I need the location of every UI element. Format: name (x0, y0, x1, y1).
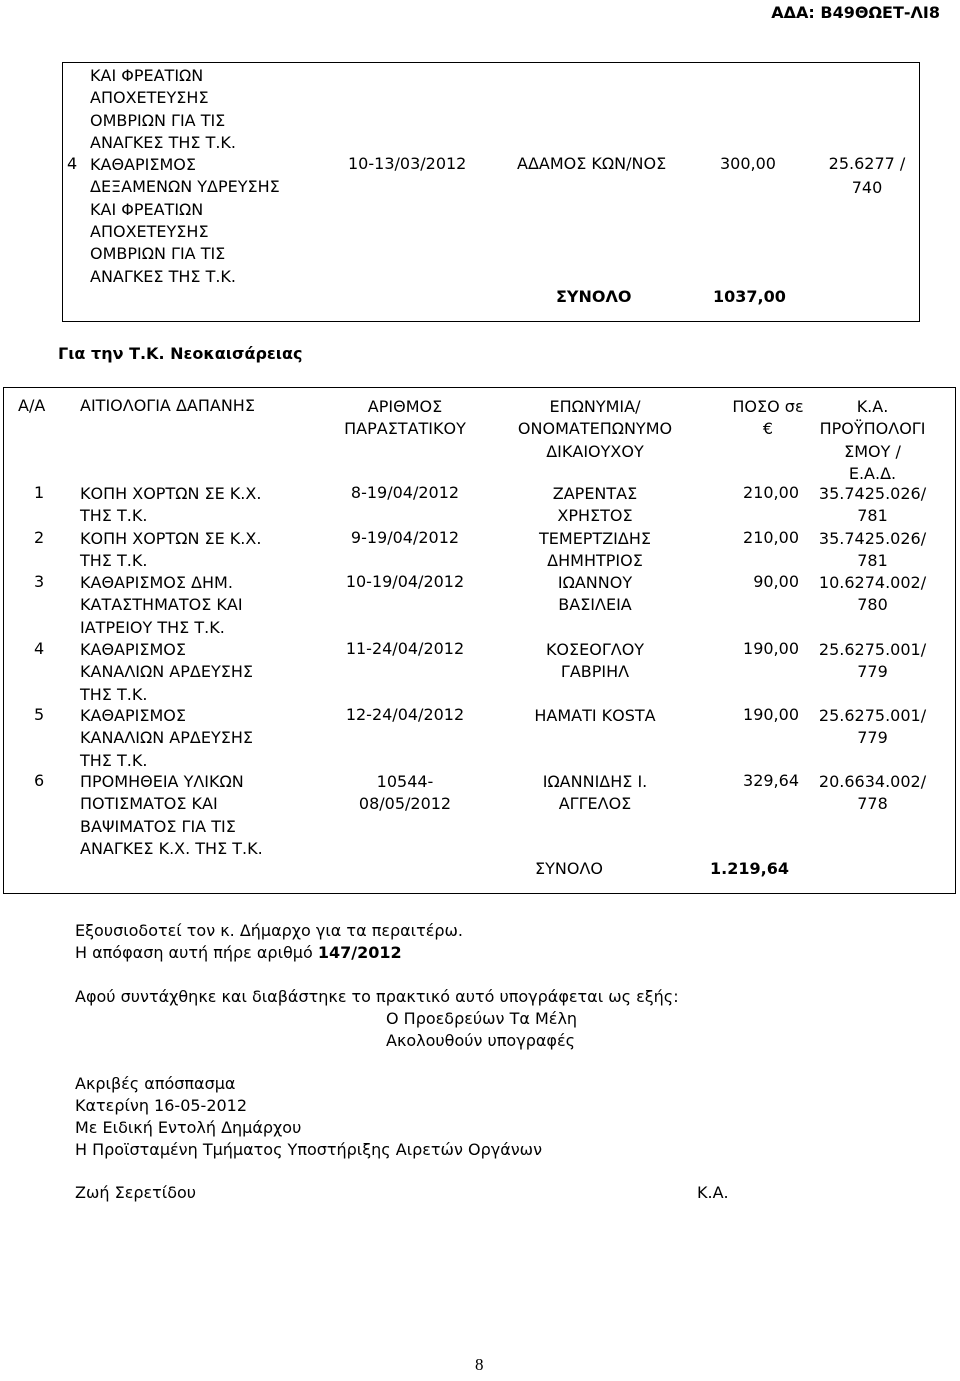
row-number: 6 (34, 771, 45, 790)
top-row-number: 4 (67, 154, 78, 173)
desc-line: ΚΑΙ ΦΡΕΑΤΙΩΝ (90, 199, 204, 219)
row-reason: ΚΑΘΑΡΙΣΜΟΣ ΚΑΝΑΛΙΩΝ ΑΡΔΕΥΣΗΣ ΤΗΣ Τ.Κ. (80, 640, 253, 704)
row-beneficiary: ΗΑΜΑΤΙ ΚΟSΤΑ (534, 706, 656, 725)
ada-code: ΑΔΑ: Β49ΘΩΕΤ-ΛΙ8 (771, 3, 940, 22)
row-amount: 210,00 (743, 528, 799, 547)
desc-line: ΑΠΟΧΕΤΕΥΣΗΣ (90, 222, 209, 242)
decision-number-text: Η απόφαση αυτή πήρε αριθμό 147/2012 (75, 943, 402, 962)
row-ka: 10.6274.002/ 780 (818, 573, 927, 615)
row-invoice: 8-19/04/2012 (350, 483, 460, 502)
header-ka: Κ.Α. ΠΡΟΫΠΟΛΟΓΙ ΣΜΟΥ / Ε.Α.Δ. (819, 397, 926, 483)
row-ka: 25.6275.001/ 779 (818, 640, 927, 682)
row-ka: 25.6275.001/ 779 (818, 706, 927, 748)
desc-line: ΚΑΘΑΡΙΣΜΟΣ (90, 155, 196, 175)
top-beneficiary: ΑΔΑΜΟΣ ΚΩΝ/ΝΟΣ (517, 154, 667, 173)
header-invoice: ΑΡΙΘΜΟΣ ΠΑΡΑΣΤΑΤΙΚΟΥ (344, 397, 466, 439)
top-invoice: 10-13/03/2012 (348, 154, 467, 173)
authorization-text: Εξουσιοδοτεί τον κ. Δήμαρχο για τα περαιτέρω. (75, 921, 464, 940)
row-number: 1 (34, 483, 45, 502)
footer-ka: Κ.Α. (697, 1183, 729, 1202)
section-title: Για την Τ.Κ. Νεοκαισάρειας (58, 344, 303, 363)
row-reason: ΚΑΘΑΡΙΣΜΟΣ ΔΗΜ. ΚΑΤΑΣΤΗΜΑΤΟΣ ΚΑΙ ΙΑΤΡΕΙΟΥ ΤΗΣ Τ.Κ. (80, 573, 243, 637)
row-invoice: 10544- 08/05/2012 (358, 772, 452, 814)
table-total-label: ΣΥΝΟΛΟ (535, 859, 603, 878)
row-beneficiary: ΙΩΑΝΝΙΔΗΣ Ι. ΑΓΓΕΛΟΣ (542, 772, 648, 814)
desc-line: ΚΑΙ ΦΡΕΑΤΙΩΝ (90, 66, 204, 85)
row-amount: 210,00 (743, 483, 799, 502)
decision-number: 147/2012 (317, 943, 402, 962)
desc-line: ΔΕΞΑΜΕΝΩΝ ΥΔΡΕΥΣΗΣ (90, 177, 280, 197)
top-ka-line2: 740 (851, 178, 883, 197)
row-reason: ΠΡΟΜΗΘΕΙΑ ΥΛΙΚΩΝ ΠΟΤΙΣΜΑΤΟΣ ΚΑΙ ΒΑΨΙΜΑΤΟΣ ΓΙΑ ΤΙΣ ΑΝΑΓΚΕΣ Κ.Χ. ΤΗΣ Τ.Κ. (80, 772, 263, 858)
top-total-label: ΣΥΝΟΛΟ (556, 287, 632, 306)
row-invoice: 9-19/04/2012 (350, 528, 460, 547)
mandate-text: Με Ειδική Εντολή Δημάρχου (75, 1118, 302, 1137)
row-reason: ΚΟΠΗ ΧΟΡΤΩΝ ΣΕ Κ.Χ. ΤΗΣ Τ.Κ. (80, 484, 262, 526)
header-amount: ΠΟΣΟ σε € (732, 397, 804, 439)
head-title: Η Προϊσταμένη Τμήματος Υποστήριξης Αιρετών Οργάνων (75, 1140, 543, 1159)
page-number: 8 (475, 1355, 484, 1374)
row-number: 3 (34, 572, 45, 591)
row-amount: 329,64 (743, 771, 799, 790)
row-ka: 20.6634.002/ 778 (818, 772, 927, 814)
top-amount: 300,00 (720, 154, 776, 173)
row-ka: 35.7425.026/ 781 (818, 484, 927, 526)
row-beneficiary: ΖΑΡΕΝΤΑΣ ΧΡΗΣΤΟΣ (552, 484, 638, 526)
desc-line: ΟΜΒΡΙΩΝ ΓΙΑ ΤΙΣ (90, 244, 226, 264)
top-ka-line1: 25.6277 / (828, 154, 906, 173)
row-invoice: 12-24/04/2012 (345, 705, 465, 724)
desc-line: ΟΜΒΡΙΩΝ ΓΙΑ ΤΙΣ (90, 110, 226, 130)
row-beneficiary: ΤΕΜΕΡΤΖΙΔΗΣ ΔΗΜΗΤΡΙΟΣ (539, 529, 651, 571)
chair-text: Ο Προεδρεύων Τα Μέλη (386, 1009, 578, 1028)
row-amount: 90,00 (753, 572, 799, 591)
row-amount: 190,00 (743, 705, 799, 724)
row-invoice: 10-19/04/2012 (345, 572, 465, 591)
row-number: 2 (34, 528, 45, 547)
desc-line: ΑΝΑΓΚΕΣ ΤΗΣ Τ.Κ. (90, 132, 237, 152)
place-date: Κατερίνη 16-05-2012 (75, 1096, 248, 1115)
signed-text: Αφού συντάχθηκε και διαβάστηκε το πρακτικό αυτό υπογράφεται ως εξής: (75, 987, 679, 1006)
header-aa: Α/Α (18, 396, 46, 415)
row-beneficiary: ΚΟΣΕΟΓΛΟΥ ΓΑΒΡΙΗΛ (545, 640, 645, 682)
signatory-name: Ζωή Σερετίδου (75, 1183, 197, 1202)
row-number: 5 (34, 705, 45, 724)
row-reason: ΚΟΠΗ ΧΟΡΤΩΝ ΣΕ Κ.Χ. ΤΗΣ Τ.Κ. (80, 529, 262, 571)
signatures-text: Ακολουθούν υπογραφές (386, 1031, 575, 1050)
desc-line: ΑΠΟΧΕΤΕΥΣΗΣ (90, 88, 209, 108)
row-ka: 35.7425.026/ 781 (818, 529, 927, 571)
row-beneficiary: ΙΩΑΝΝΟΥ ΒΑΣΙΛΕΙΑ (557, 573, 633, 615)
header-beneficiary: ΕΠΩΝΥΜΙΑ/ ΟΝΟΜΑΤΕΠΩΝΥΜΟ ΔΙΚΑΙΟΥΧΟΥ (517, 397, 673, 461)
desc-line: ΑΝΑΓΚΕΣ ΤΗΣ Τ.Κ. (90, 266, 237, 286)
top-total-value: 1037,00 (713, 287, 786, 306)
row-reason: ΚΑΘΑΡΙΣΜΟΣ ΚΑΝΑΛΙΩΝ ΑΡΔΕΥΣΗΣ ΤΗΣ Τ.Κ. (80, 706, 253, 770)
top-desc (90, 65, 290, 288)
row-amount: 190,00 (743, 639, 799, 658)
certified-text: Ακριβές απόσπασμα (75, 1074, 236, 1093)
header-reason: ΑΙΤΙΟΛΟΓΙΑ ΔΑΠΑΝΗΣ (80, 396, 255, 415)
row-number: 4 (34, 639, 45, 658)
row-invoice: 11-24/04/2012 (345, 639, 465, 658)
table-total-value: 1.219,64 (710, 859, 789, 878)
